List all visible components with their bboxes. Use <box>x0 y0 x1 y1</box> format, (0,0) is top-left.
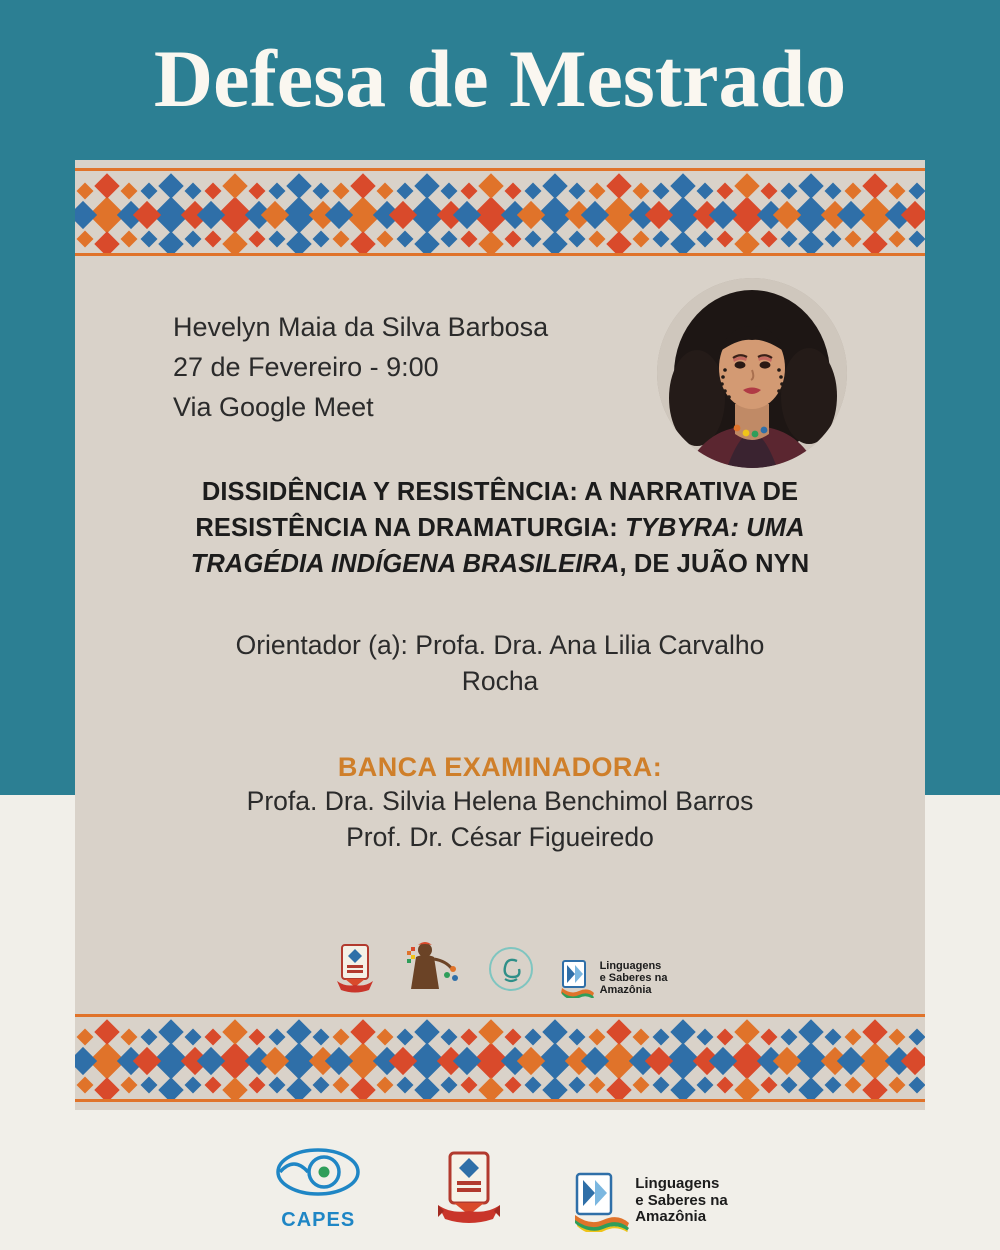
thesis-title-line3-plain: , DE JUÃO NYN <box>619 550 810 579</box>
thesis-title-line1: DISSIDÊNCIA Y RESISTÊNCIA: A NARRATIVA DE <box>201 478 799 506</box>
weave-motif <box>907 171 925 256</box>
advisor-block <box>161 627 839 700</box>
capes-label: CAPES <box>281 1209 356 1231</box>
spiral-mark-logo <box>487 945 535 998</box>
advisor-line2: Rocha <box>461 666 539 697</box>
weave-motif <box>779 171 843 256</box>
linguagens-saberes-amazonia-logo <box>574 1170 728 1232</box>
weave-motif <box>331 171 395 256</box>
candidate-info-row <box>101 264 899 474</box>
candidate-info <box>173 308 548 428</box>
weave-motif <box>139 171 203 256</box>
capes-logo <box>272 1146 364 1232</box>
weave-motif <box>203 171 267 256</box>
thesis-title-line3-italic: TRAGÉDIA INDÍGENA BRASILEIRA <box>190 550 620 579</box>
committee-heading: BANCA EXAMINADORA: <box>337 751 663 782</box>
thesis-title-line2-italic: TYBYRA: UMA <box>625 514 805 543</box>
committee-member-1: Profa. Dra. Silvia Helena Benchimol Barros <box>246 785 754 816</box>
indigenous-figure-logo <box>403 941 461 998</box>
thesis-title <box>119 474 881 583</box>
weave-motif <box>395 1017 459 1102</box>
weave-motif <box>843 1017 907 1102</box>
weave-motif <box>139 1017 203 1102</box>
defense-datetime: 27 de Fevereiro - 9:00 <box>173 351 439 382</box>
weave-motif <box>843 171 907 256</box>
weave-motif <box>715 1017 779 1102</box>
weave-motif <box>459 1017 523 1102</box>
weave-motif <box>459 171 523 256</box>
weave-motif <box>651 1017 715 1102</box>
weave-motif <box>331 1017 395 1102</box>
lsa-line2: e Saberes na <box>635 1191 728 1209</box>
lsa-line3: Amazônia <box>635 1208 707 1226</box>
lsa-line1: Linguagens <box>635 1174 720 1192</box>
candidate-name: Hevelyn Maia da Silva Barbosa <box>173 312 549 342</box>
weave-motif <box>75 1017 139 1102</box>
linguagens-saberes-amazonia-logo <box>561 958 668 998</box>
weave-motif <box>523 1017 587 1102</box>
weave-border-bottom <box>75 1014 925 1102</box>
thesis-title-line2-plain: RESISTÊNCIA NA DRAMATURGIA: <box>195 514 626 543</box>
weave-motif <box>395 171 459 256</box>
card-content <box>75 264 925 1004</box>
page-title: Defesa de Mestrado <box>153 33 847 124</box>
committee-member-2: Prof. Dr. César Figueiredo <box>346 822 654 853</box>
footer-logo-strip <box>0 1146 1000 1232</box>
weave-motif <box>907 1017 925 1102</box>
weave-motif <box>267 1017 331 1102</box>
defense-platform: Via Google Meet <box>173 391 374 422</box>
weave-motif <box>715 171 779 256</box>
weave-motif <box>587 1017 651 1102</box>
weave-motif <box>523 171 587 256</box>
weave-motif <box>203 1017 267 1102</box>
weave-motif <box>267 171 331 256</box>
weave-motif <box>651 171 715 256</box>
weave-motif <box>779 1017 843 1102</box>
weave-border-top <box>75 168 925 256</box>
ufpa-seal-logo <box>333 941 377 998</box>
avatar <box>657 278 847 468</box>
weave-motif <box>587 171 651 256</box>
card-logo-strip <box>75 941 925 998</box>
lsa-logo-text <box>635 1176 728 1226</box>
ufpa-seal-logo <box>434 1149 504 1232</box>
advisor-line1: Orientador (a): Profa. Dra. Ana Lilia Carvalho <box>235 629 765 660</box>
weave-motif <box>75 171 139 256</box>
candidate-portrait-illustration <box>657 278 847 468</box>
announcement-card <box>75 160 925 1110</box>
lsa-logo-text: Linguagens e Saberes na Amazônia <box>599 959 668 997</box>
